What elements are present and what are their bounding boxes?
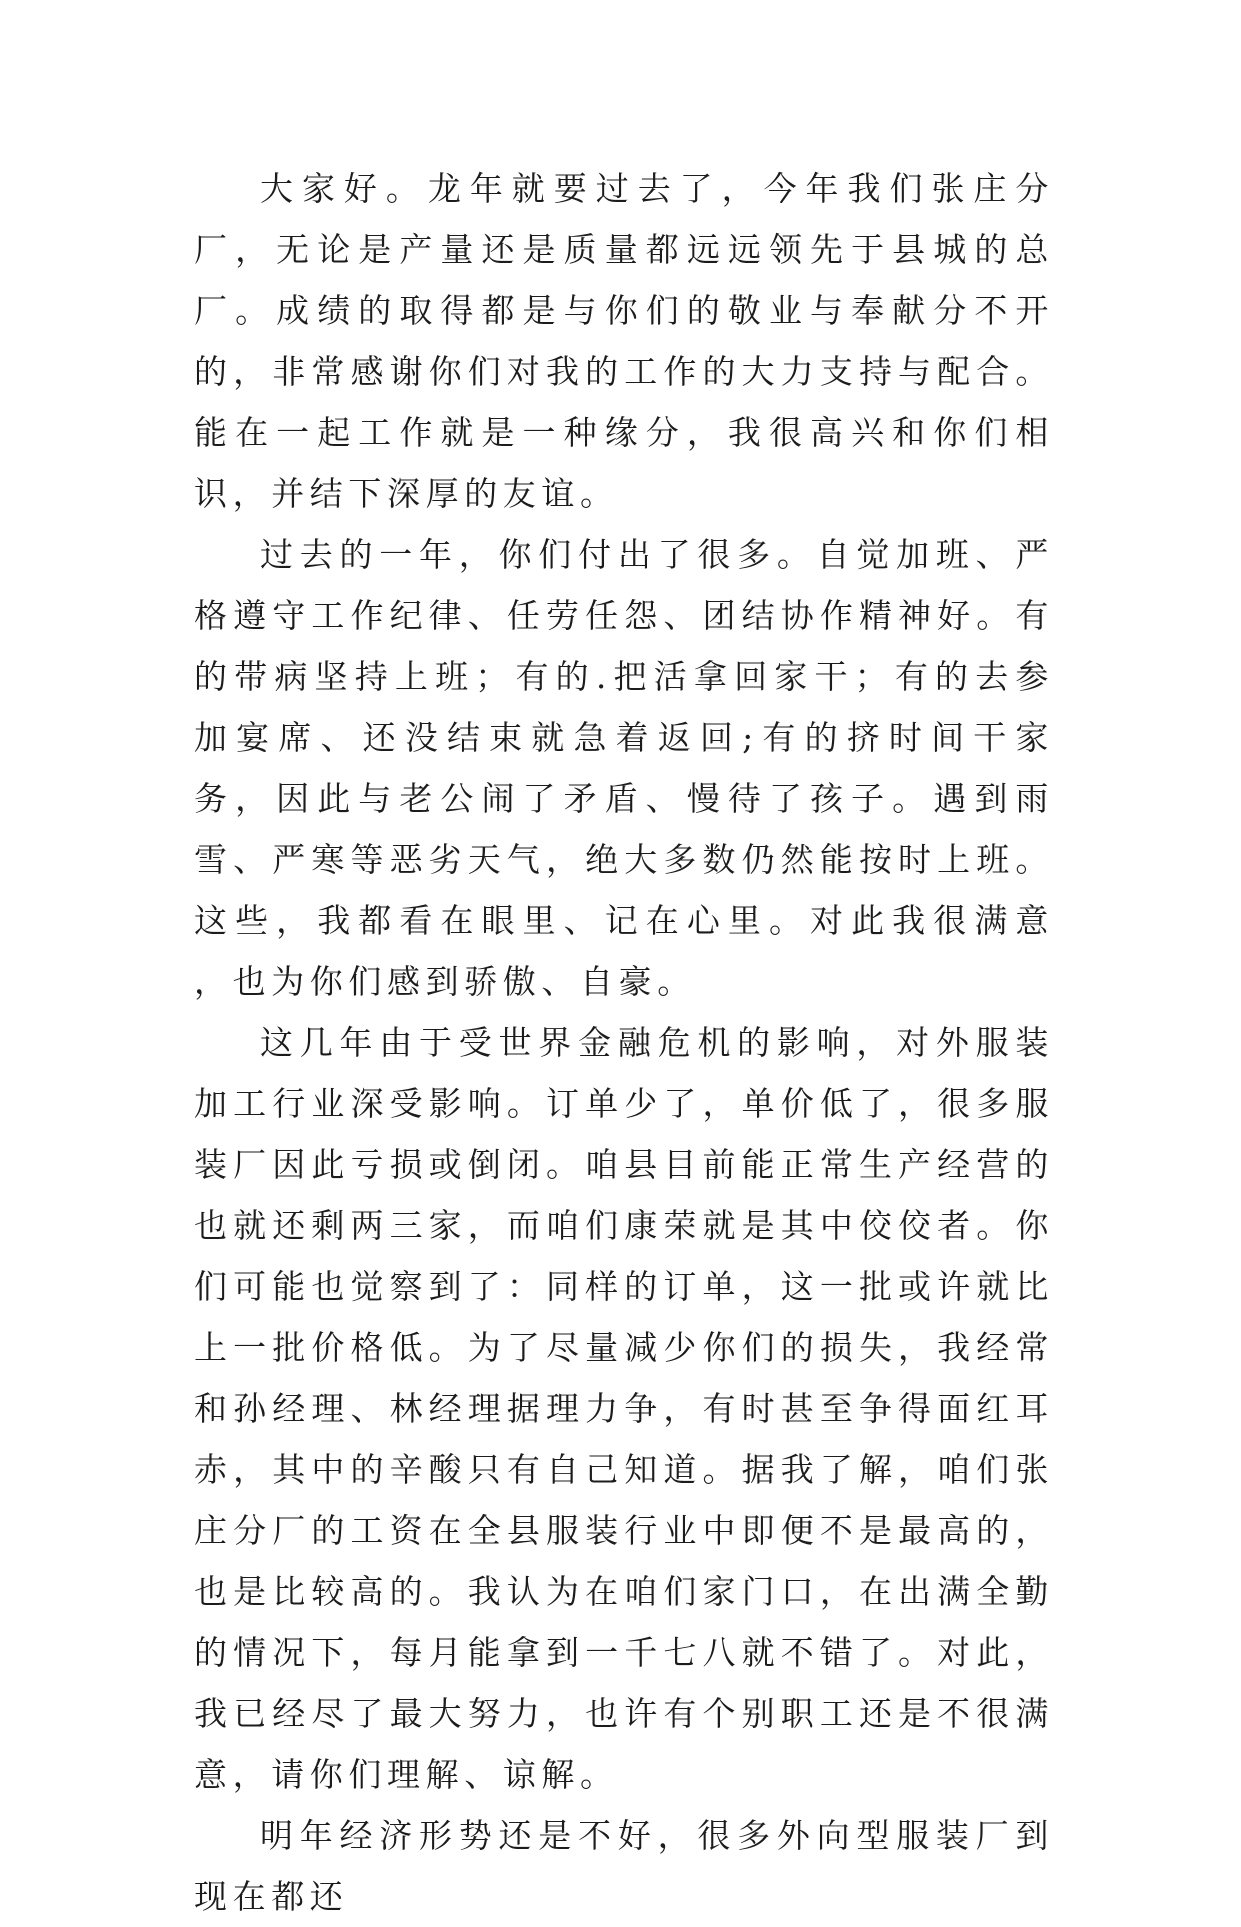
body-text <box>194 158 1054 1927</box>
paragraph-4: 明年经济形势还是不好，很多外向型服装厂到现在都还 <box>194 1816 1054 1916</box>
paragraph-1: 大家好。龙年就要过去了，今年我们张庄分厂，无论是产量还是质量都远远领先于县城的总厂。成绩的取得都是与你们的敬业与奉献分不开的，非常感谢你们对我的工作的大力支持与配合。能在一起工作就是一种缘分，我很高兴和你们相识，并结下深厚的友谊。 <box>194 169 1054 513</box>
paragraph-2: 过去的一年，你们付出了很多。自觉加班、严格遵守工作纪律、任劳任怨、团结协作精神好。有的带病坚持上班；有的.把活拿回家干；有的去参加宴席、还没结束就急着返回;有的挤时间干家务，因此与老公闹了矛盾、慢待了孩子。遇到雨雪、严寒等恶劣天气，绝大多数仍然能按时上班。这些，我都看在眼里、记在心里。对此我很满意 ，也为你们感到骄傲、自豪。 <box>194 535 1054 1001</box>
paragraph-3: 这几年由于受世界金融危机的影响，对外服装加工行业深受影响。订单少了，单价低了，很多服装厂因此亏损或倒闭。咱县目前能正常生产经营的也就还剩两三家，而咱们康荣就是其中佼佼者。你们可能也觉察到了：同样的订单，这一批或许就比上一批价格低。为了尽量减少你们的损失，我经常和孙经理、林经理据理力争，有时甚至争得面红耳赤，其中的辛酸只有自己知道。据我了解，咱们张庄分厂的工资在全县服装行业中即便不是最高的，也是比较高的。我认为在咱们家门口，在出满全勤的情况下，每月能拿到一千七八就不错了。对此，我已经尽了最大努力，也许有个别职工还是不很满意，请你们理解、谅解。 <box>194 1023 1054 1794</box>
